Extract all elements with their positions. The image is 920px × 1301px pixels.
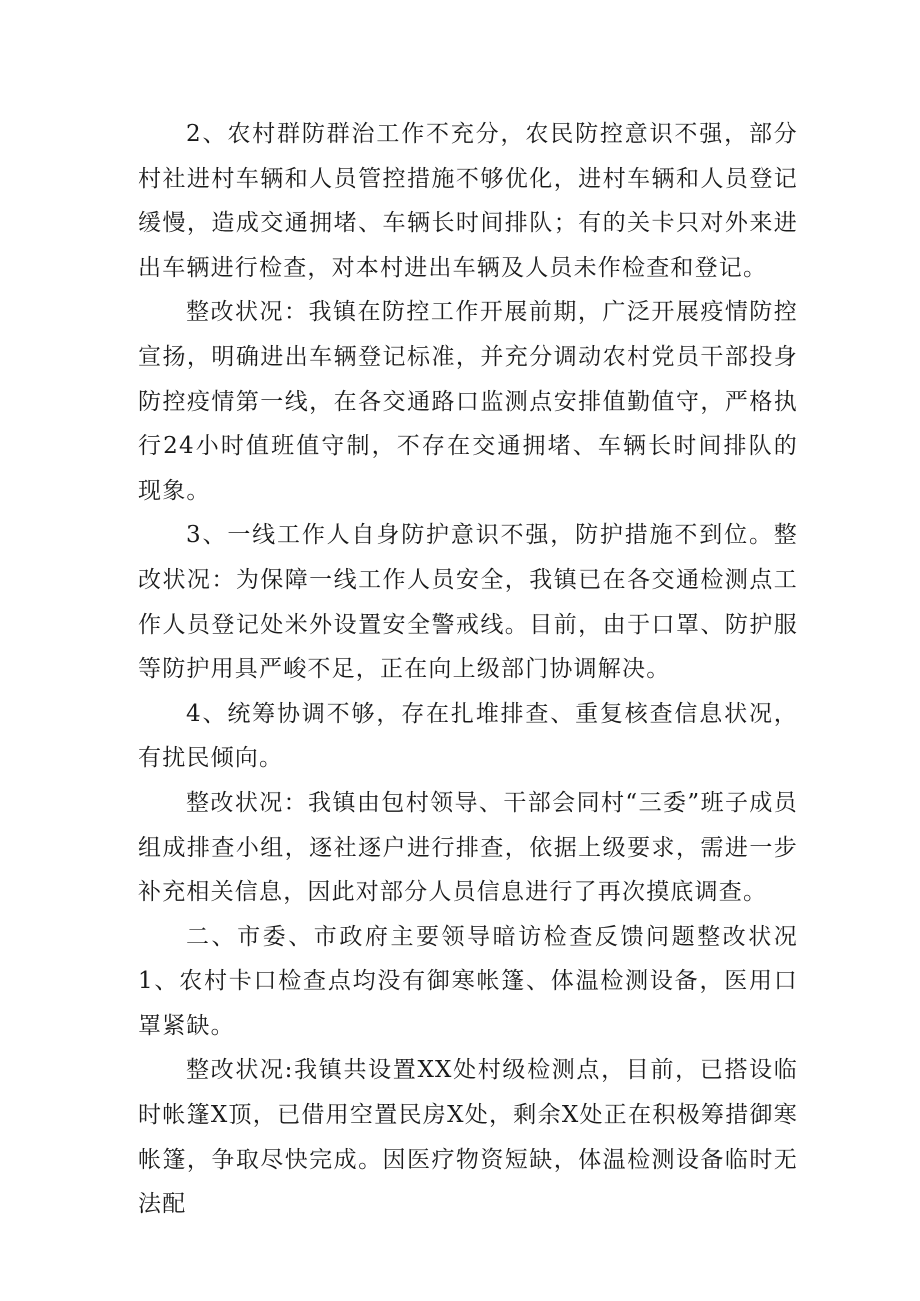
- paragraph-issue-2: 2、农村群防群治工作不充分，农民防控意识不强，部分村社进村车辆和人员管控措施不够优化，进村车辆和人员登记缓慢，造成交通拥堵、车辆长时间排队；有的关卡只对外来进出车辆进行检查，对本村进出车辆及人员未作检查和登记。: [138, 121, 798, 281]
- paragraph-issue-4: 4、统筹协调不够，存在扎堆排查、重复核查信息状况，有扰民倾向。: [138, 700, 798, 772]
- paragraph-rectification-2: 整改状况：我镇在防控工作开展前期，广泛开展疫情防控宣扬，明确进出车辆登记标准，并充分调动农村党员干部投身防控疫情第一线，在各交通路口监测点安排值勤值守，严格执行24小时值班值守制，不存在交通拥堵、车辆长时间排队的现象。: [138, 299, 798, 504]
- paragraph-section-2-heading: 二、市委、市政府主要领导暗访检查反馈问题整改状况1、农村卡口检查点均没有御寒帐篷、体温检测设备，医用口罩紧缺。: [138, 923, 798, 1039]
- paragraph-rectification-4: 整改状况：我镇由包村领导、干部会同村“三委”班子成员组成排查小组，逐社逐户进行排查，依据上级要求，需进一步补充相关信息，因此对部分人员信息进行了再次摸底调查。: [138, 789, 798, 906]
- paragraph-rectification-section-2-1: 整改状况:我镇共设置XX处村级检测点，目前，已搭设临时帐篷X顶，已借用空置民房X处，剩余X处正在积极筹措御寒帐篷，争取尽快完成。因医疗物资短缺，体温检测设备临时无法配: [138, 1057, 798, 1218]
- document-body: [138, 112, 798, 1227]
- paragraph-issue-3: 3、一线工作人自身防护意识不强，防护措施不到位。整改状况：为保障一线工作人员安全，我镇已在各交通检测点工作人员登记处米外设置安全警戒线。目前，由于口罩、防护服等防护用具严峻不足，正在向上级部门协调解决。: [138, 522, 798, 683]
